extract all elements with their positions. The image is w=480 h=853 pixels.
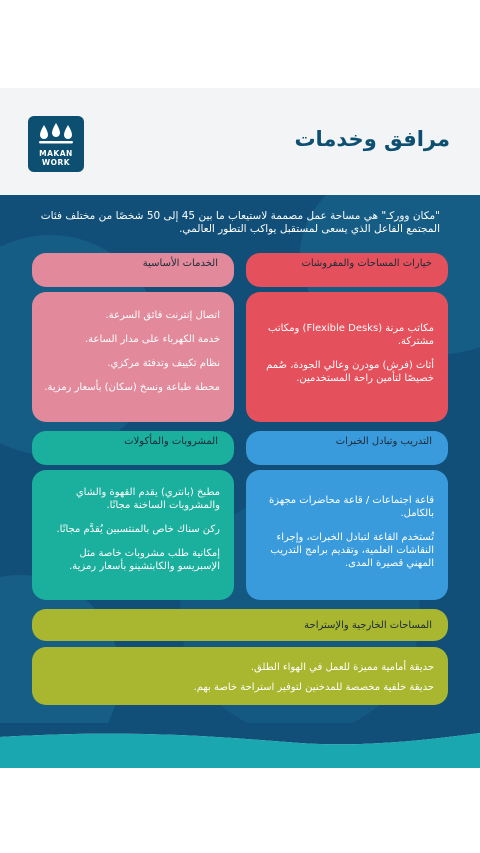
card-item: قاعة اجتماعات / قاعة محاضرات مجهزة بالكامل.: [268, 495, 434, 519]
card-item: اتصال إنترنت فائق السرعة.: [105, 310, 220, 321]
water-drops-icon: [28, 116, 84, 148]
card-item: أثاث (فرش) مودرن وعالي الجودة، صُمم خصيصًا لتأمين راحة المستخدمين.: [266, 360, 434, 384]
section-header-drinks: [32, 431, 234, 465]
card-item: حديقة خلفية مخصصة للمدخنين لتوفير استراحة خاصة بهم.: [193, 682, 434, 693]
card-furnished: [246, 292, 448, 422]
card-item: محطة طباعة ونسخ (سكان) بأسعار رمزية.: [44, 382, 220, 393]
logo-text-work: WORK: [41, 158, 71, 167]
card-item: مطبخ (بانتري) يقدم القهوة والشاي والمشروبات الساخنة مجانًا.: [75, 487, 220, 511]
card-item: مكاتب مرنة (Flexible Desks) ومكاتب مشتركة.: [268, 323, 434, 347]
card-item: خدمة الكهرباء على مدار الساعة.: [85, 334, 220, 345]
section-title-drinks: المشروبات والمأكولات: [124, 436, 218, 447]
section-title-furnished: خيارات المساحات والمفروشات: [301, 258, 432, 269]
page-title: مرافق وخدمات: [294, 127, 450, 151]
section-header-training: [246, 431, 448, 465]
bottom-wave-shape: [0, 723, 480, 768]
card-basic: [32, 292, 234, 422]
intro-text: "مكان ووركـ" هي مساحة عمل مصممة لاستيعاب ما بين 45 إلى 50 شخصًا من مختلف فئات المجتمع الفاعل الذي يسعى لمستقبل يواكب التطور العالمي.: [40, 210, 440, 235]
bottom-wave: [0, 723, 480, 768]
section-title-outdoor: المساحات الخارجية والإستراحة: [304, 620, 432, 631]
makan-work-logo: [28, 116, 84, 172]
card-training: [246, 470, 448, 600]
section-header-basic: [32, 253, 234, 287]
card-drinks: [32, 470, 234, 600]
card-item: نظام تكييف وتدفئة مركزي.: [107, 358, 220, 369]
card-item: ركن سناك خاص بالمنتسبين يُقدَّم مجانًا.: [56, 524, 220, 535]
card-item: حديقة أمامية مميزة للعمل في الهواء الطلق.: [250, 662, 434, 673]
section-title-training: التدريب وتبادل الخبرات: [335, 436, 432, 447]
section-title-basic: الخدمات الأساسية: [142, 258, 218, 269]
card-item: إمكانية طلب مشروبات خاصة مثل الإسبريسو والكابتشينو بأسعار رمزية.: [69, 548, 220, 572]
logo-text-makan: MAKAN: [39, 149, 73, 158]
section-header-outdoor: [32, 609, 448, 641]
card-outdoor: [32, 647, 448, 705]
section-header-furnished: [246, 253, 448, 287]
card-item: تُستخدم القاعة لتبادل الخبرات، وإجراء النقاشات العلمية، وتقديم برامج التدريب المهني قصيرة المدى.: [270, 532, 434, 569]
top-band: [0, 0, 480, 88]
